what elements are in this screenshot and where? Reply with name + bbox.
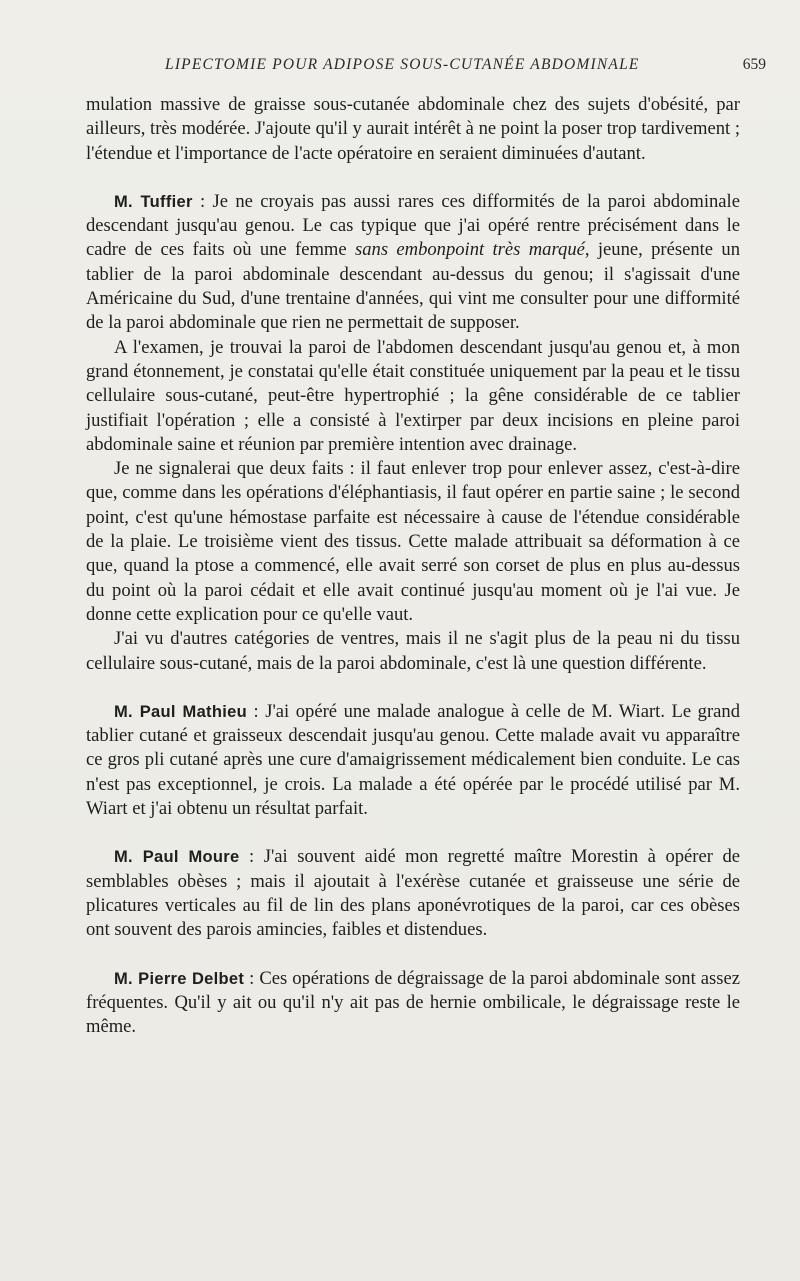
paragraph-text: : J'ai souvent aidé mon regretté maître Morestin à opérer de semblables obèses ; mais il ajoutait à l'exérèse cutanée et graisseuse une série de plicatures verticales au fil de lin des plans aponévrotiques de la paroi, car ces obèses ont souvent des parois amincies, faibles et distendues. (86, 846, 740, 941)
paragraph: Je ne signalerai que deux faits : il faut enlever trop pour enlever assez, c'est-à-dire que, comme dans les opérations d'éléphantiasis, il faut opérer en partie saine ; le second point, c'est qu'une hémostase parfaite est nécessaire à cause de l'étendue considérable de la plaie. Le troisième vient des tissus. Cette malade attribuait sa déformation à ce que, quand la ptose a commencé, elle avait serré son corset de plus en plus au-dessus du point où la paroi cédait et elle avait continué jusqu'au moment où je l'ai vue. Je donne cette explication pour ce qu'elle vaut. (86, 458, 740, 625)
speaker-name: M. Pierre Delbet (114, 969, 245, 988)
speaker-name: M. Tuffier (114, 192, 193, 211)
paragraph-text: : Ces opérations de dégraissage de la paroi abdominale sont assez fréquentes. Qu'il y ait ou qu'il n'y ait pas de hernie ombilicale, le dégraissage reste le même. (86, 967, 740, 1038)
paragraph-delbet (86, 967, 740, 1040)
paragraph-text: : Je ne croyais pas aussi rares ces difformités de la paroi abdominale descendant jusqu'au genou. Le cas typique que j'ai opéré rentre précisément dans le cadre de ces faits où une femme (86, 190, 740, 261)
speaker-name: M. Paul Mathieu (114, 702, 247, 721)
paragraph: J'ai vu d'autres catégories de ventres, mais il ne s'agit plus de la peau ni du tissu cellulaire sous-cutané, mais de la paroi abdominale, c'est là une question différente. (86, 628, 740, 674)
paragraph-tuffier (86, 190, 740, 336)
page-body (86, 93, 740, 1039)
paragraph-continuation: mulation massive de graisse sous-cutanée abdominale chez des sujets d'obésité, par ailleurs, très modérée. J'ajoute qu'il y aurait intérêt à ne point la poser trop tardivement ; l'étendue et l'importance de l'acte opératoire en seraient diminuées d'autant. (86, 94, 740, 164)
speaker-name: M. Paul Moure (114, 848, 240, 867)
paragraph-text: , jeune, présente un tablier de la paroi abdominale descendant au-dessus du genou; il s'agissait d'une Américaine du Sud, d'une trentaine d'années, qui vint me consulter pour une difformité de la paroi abdominale que rien ne permettait de supposer. (86, 239, 740, 334)
running-title: LIPECTOMIE POUR ADIPOSE SOUS-CUTANÉE ABDOMINALE (165, 56, 640, 73)
paragraph: A l'examen, je trouvai la paroi de l'abdomen descendant jusqu'au genou et, à mon grand étonnement, je constatai qu'elle était constituée uniquement par la peau et le tissu cellulaire sous-cutané, peut-être hypertrophié ; la gêne considérable de ce tablier justifiait l'opération ; elle a consisté à l'extirper par deux incisions en pleine paroi abdominale saine et réunion par première intention avec drainage. (86, 336, 740, 455)
italic-phrase: sans embonpoint très marqué (354, 239, 585, 261)
page-number: 659 (742, 56, 766, 73)
paragraph-mathieu (86, 700, 740, 821)
running-header (0, 56, 800, 82)
paragraph-text: : J'ai opéré une malade analogue à celle de M. Wiart. Le grand tablier cutané et graisseux descendait jusqu'au genou. Cette malade avait vu apparaître ce gros pli cutané après une cure d'amaigrissement médicalement bien conduite. Le cas n'est pas exceptionnel, je crois. La malade a été opérée par le procédé utilisé par M. Wiart et j'ai obtenu un résultat parfait. (86, 700, 740, 820)
paragraph-moure (86, 845, 740, 942)
